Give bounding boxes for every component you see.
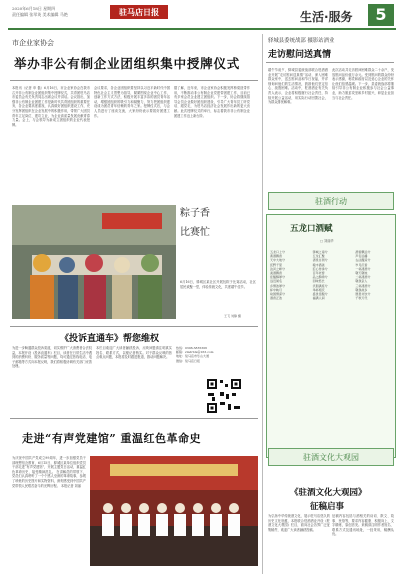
poem-line: 敬我故乡 xyxy=(355,287,368,292)
poem-line: 杯中映月 xyxy=(270,287,283,292)
poem-byline: □ 刘丽华 xyxy=(320,239,334,243)
poem-line: 五龙汇聚 xyxy=(312,254,325,259)
right-rule xyxy=(266,62,394,63)
hotline-wechat: 微信：驻马店日报 xyxy=(176,358,201,363)
poem-line: 声名远播 xyxy=(355,254,368,259)
poem-line: 粮丰酒美 xyxy=(312,262,325,267)
poem-line: 百年老窖 xyxy=(312,271,325,276)
essay-headline-2: 征稿启事 xyxy=(310,502,345,512)
poem-line: 乡情浓厚兮 xyxy=(270,283,286,288)
poem-line: 沃野千里 xyxy=(270,262,283,267)
right-kicker: 驿城县委统战部 摄影站酒业 xyxy=(268,38,335,44)
poem-line: 远近闻名 xyxy=(270,279,283,284)
hotline-email: 邮箱：zmdrbts@163.com xyxy=(176,350,214,355)
lead-body-col-2: 会议要求，各企业团组织要坚持以习近平新时代中国特色社会主义思想为指导，紧紧围绕企业中心工作，创新工作方式方法，积极开展丰富多彩的团员青年活动，增强团组织的吸引力和凝聚力，努力把团组织建设成为团员青年信赖的青年之家。授牌仪式后，与会人员进行了座谈交流，大家纷纷表示要抓好团建工作。 xyxy=(94,86,170,118)
poem-line: 福满人间 xyxy=(312,296,325,301)
photo-caption-line-1: 粽子香 xyxy=(180,208,210,219)
poem-title: 五龙口酒赋 xyxy=(290,224,333,234)
poem-line: 酒香飘远兮 xyxy=(355,250,371,254)
newspaper-logo: 驻马店日报 xyxy=(110,5,168,19)
poem-line: 敬我亲人 xyxy=(355,279,368,284)
poem-line: 三杯清酒兮 xyxy=(355,283,371,288)
poem-line: 敬天敬地 xyxy=(355,271,368,276)
feature-body-col-1: 为庆祝中国共产党成立99周年，进一步加强党员干部理想信念教育，6月15日，驿城区某单位组织党员干部走进“有声党建馆”，开展主题党日活动，重温红色革命历史，接受精神洗礼。 在讲解员的带领下，党员们认真聆听了一个个感人至深的革命故事，参观了珍贵的历史图片和实物资料，深刻感受到中国共产党带领人民艰苦奋斗的光辉历程。 本报记者 刘丽 xyxy=(12,456,86,488)
lead-rule xyxy=(10,80,258,81)
column-divider xyxy=(262,34,263,574)
poem-column xyxy=(270,250,309,450)
page-number: 5 xyxy=(368,4,394,26)
masthead-date: 2020年6月18日 星期四 xyxy=(12,6,56,11)
lead-photo xyxy=(12,205,176,319)
feature-byline: 本报记者 刘丽 xyxy=(60,483,81,488)
poem-line: 宾朋满座兮 xyxy=(312,283,328,288)
poem-column xyxy=(355,250,394,450)
qr-code xyxy=(206,378,242,414)
lead-body-col-3: 据了解，近年来，市企业家协会积极发挥桥梁纽带作用，不断推动非公有制企业党建带团建工作，目前已有多家会员企业建立团组织。下一步，协会将继续指导会员企业做好团组织建设，引导广大青年员工听党话、跟党走，为驻马店经济社会发展作出新的更大贡献。此次授牌仪式的举行，标志着我市非公有制企业团建工作迈上新台阶。 xyxy=(174,86,250,118)
lead-kicker: 市企业家协会 xyxy=(12,39,54,47)
lead-headline: 举办非公有制企业团组织集中授牌仪式 xyxy=(14,56,241,71)
right-body-col-1: 端午节前夕，驿城县委统战部联合驻酒酒业开展“走访慰问送真情”活动，深入困难群众家中，送去慰问品和节日祝福，并详细询问他们的生活情况，鼓励他们坚定信心、战胜困难。活动中，驻酒酒业有关负责人表示，企业将积极履行社会责任，持续开展公益活动，用实际行动回馈社会，为群众排忧解难。 xyxy=(268,68,328,105)
poem-line: 清泉甘冽兮 xyxy=(312,258,328,263)
poem-line: 驿城之南兮 xyxy=(312,250,328,254)
notice-contacts xyxy=(176,346,216,363)
poem-line: 岁月沉香 xyxy=(355,262,368,267)
lead-byline: 本报讯（记者 申 磊）6月16日 xyxy=(12,86,58,90)
notice-headline: 《投诉直通车》帮您维权 xyxy=(60,334,160,344)
right-headline: 走访慰问送真情 xyxy=(268,50,332,60)
poem-line: 举杯相庆 xyxy=(312,287,325,292)
feature-rule xyxy=(10,418,258,419)
poem-line: 盛世佳酿兮 xyxy=(312,292,328,297)
poem-line: 佳酿醇厚兮 xyxy=(270,275,286,280)
poem-columns xyxy=(270,250,394,450)
masthead-editors: 责任编辑 张翠英 美术编辑 马艳 xyxy=(12,12,68,17)
photo-credit: 王飞 刘静 摄 xyxy=(224,314,241,318)
poem-line: 古法酿造兮 xyxy=(355,258,371,263)
poem-line: 回味悠长 xyxy=(312,279,325,284)
poem-line: 天中大地兮 xyxy=(270,258,286,263)
photo-caption-line-2: 比赛忙 xyxy=(180,227,210,238)
notice-rule xyxy=(10,326,258,327)
feature-photo xyxy=(90,456,258,566)
notice-body-col-1: 为进一步畅通群众投诉渠道，切实维护广大消费者合法权益，本报开设《投诉直通车》栏目，读者在日常生活中遇到的消费纠纷、服务质量等问题，均可通过热线电话、电子邮箱等方式向本报反映，我们将积极协调有关部门妥善处理。 xyxy=(12,346,92,369)
poem-line: 二杯清酒兮 xyxy=(355,275,371,280)
right-body-col-2: 此次活动共走访慰问困难群众二十余户，发放慰问品价值万余元。受到慰问的群众纷纷表示感谢，称党和政府以及爱心企业的关怀让他们倍感温暖。下一步，县委统战部将继续引导非公有制企业积极参与社会公益事业，助力脱贫攻坚和乡村振兴，彰显企业担当与社会责任。 xyxy=(332,68,394,100)
essay-body-col-1: 为弘扬中华传统酒文化，展示驻马店悠久的历史文化底蕴，本报联合驻酒酒业开设《驻酒文化大观园》栏目，面向社会各界广泛征集稿件，欢迎广大读者踊跃投稿。 xyxy=(268,514,330,532)
poem-line: 故园情深兮 xyxy=(270,292,286,297)
poem-line: 匠心传承兮 xyxy=(312,266,328,271)
lead-body-col-1: 本报讯（记者 申 磊）6月16日，市企业家协会在我市召开非公有制企业团组织集中授牌仪式，共青团驻马店市委员会有关负责同志出席会议并讲话。会议指出，加强非公有制企业团建工作是新时代共青团组织的重要任务，各企业要高度重视，认真做好团组织建设工作，充分发挥团组织在企业发展中的积极作用，带领广大团员青年立足岗位、建功立业，为企业高质量发展贡献青春力量。会上，与会领导为新成立团组织的企业代表授牌。 xyxy=(12,86,90,127)
poem-line: 品之醇绵兮 xyxy=(312,275,328,280)
poem-line: 黄酒飘香 xyxy=(270,254,283,259)
photo-caption-text: 6月16日，驿城区某社区开展包粽子比赛活动，社区居民欢聚一堂，体验传统文化，共度端午佳节。 xyxy=(180,280,256,289)
essay-body-col-2: 征稿内容包括与酒相关的诗词、散文、故事、民俗等，要求内容健康、积极向上，文字精练，原创首发。来稿请注明作者姓名、联系方式及通讯地址，一经采用，稿酬从优。 xyxy=(332,514,394,537)
poem-column xyxy=(313,250,352,450)
notice-body-col-2: 本栏目欢迎广大读者踊跃投诉，反映问题请注明真实姓名、联系方式，以便记者核实。对于群众反映的热点难点问题，本报将及时跟进报道，推动问题解决。 xyxy=(96,346,172,360)
right-section-tag: 驻酒行动 xyxy=(268,192,394,210)
essay-headline-1: 《驻酒文化大观园》 xyxy=(290,488,367,498)
poem-line: 一杯清酒兮 xyxy=(355,266,371,271)
poem-section-tag: 驻酒文化大观园 xyxy=(268,448,394,466)
poem-line: 美酒飘香 xyxy=(270,271,283,276)
hotline-phone: 热线：0396-3835306 xyxy=(176,346,208,350)
masthead-rule xyxy=(8,28,396,30)
poem-line: 酒香正浓 xyxy=(270,296,283,301)
poem-line: 五龙口上兮 xyxy=(270,250,286,254)
section-title: 生活·服务 xyxy=(300,10,353,24)
feature-headline: 走进“有声党建馆” 重温红色革命史 xyxy=(22,432,201,445)
poem-line: 汝河之畔兮 xyxy=(270,266,286,271)
poem-line: 愿君共饮兮 xyxy=(355,292,371,297)
hotline-address: 地址：驻马店市乐山大道 xyxy=(176,354,210,359)
poem-line: 千秋万代 xyxy=(355,296,368,301)
